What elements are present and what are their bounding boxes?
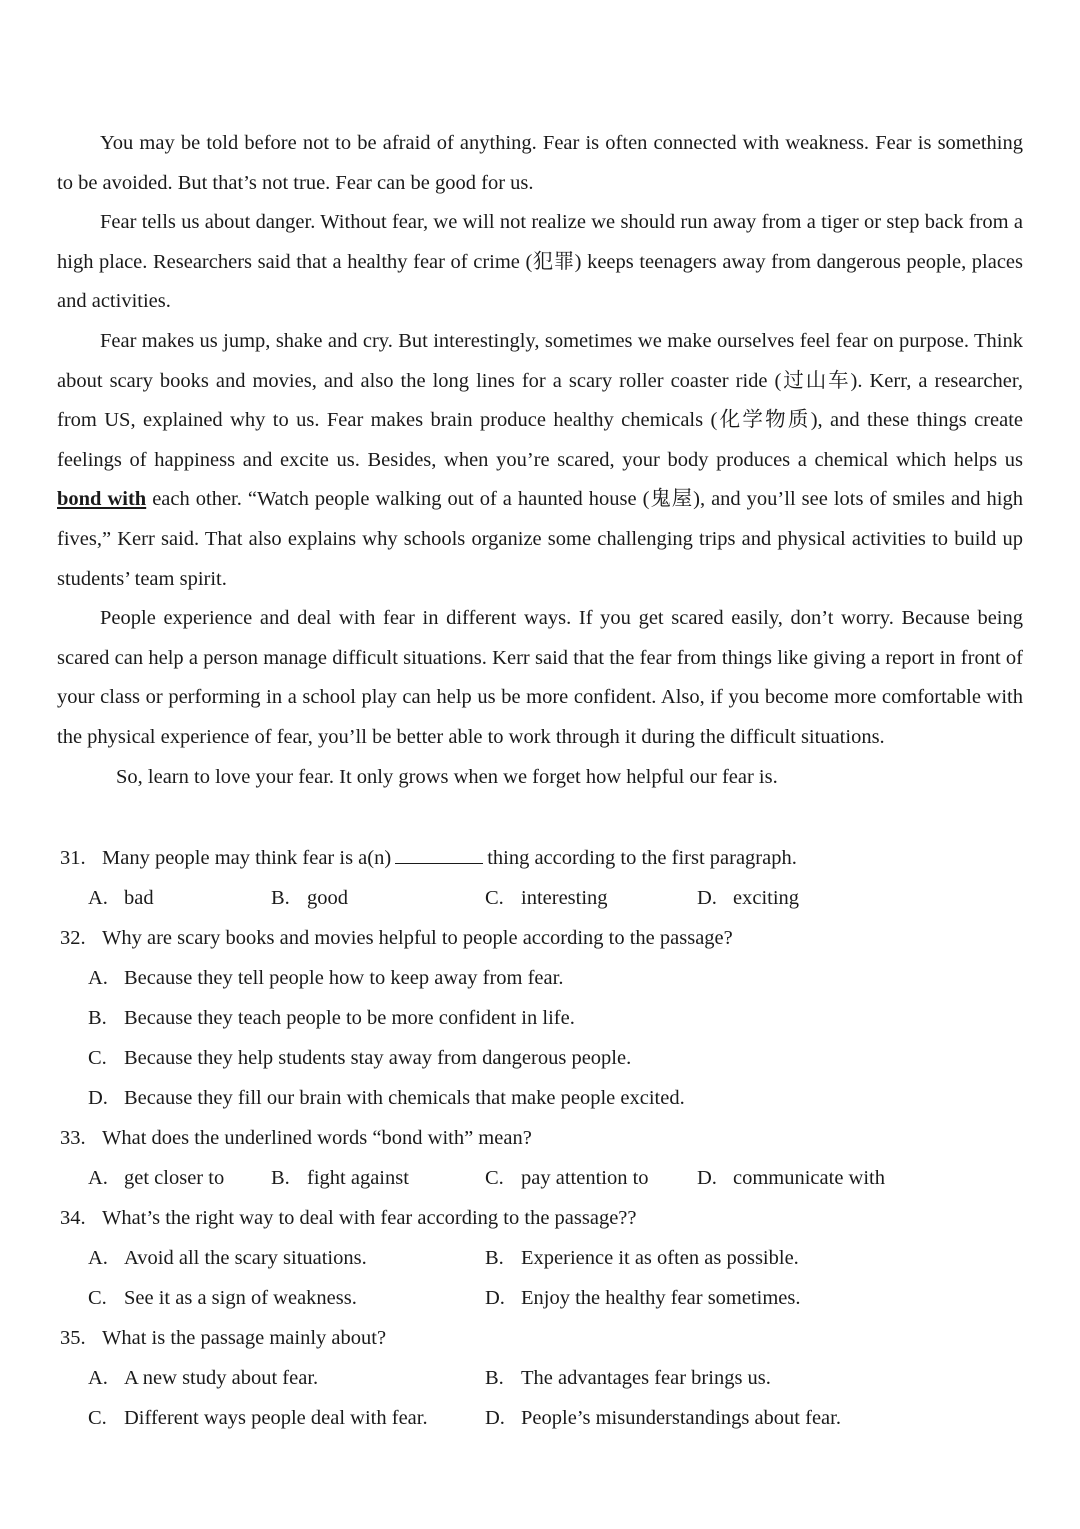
- options-row: [60, 1158, 1020, 1198]
- option-b[interactable]: B. Because they teach people to be more confident in life.: [88, 1007, 575, 1029]
- passage-paragraph-4: People experience and deal with fear in different ways. If you get scared easily, don’t worry. Because being scared can help a person manage difficult situations. Kerr said that the fear from things like giving a report in front of your class or performing in a school play can help us be more confident. Also, if you become more comfortable with the physical experience of fear, you’ll be better able to work through it during the difficult situations.: [57, 607, 1023, 748]
- option-c[interactable]: C. Because they help students stay away from dangerous people.: [88, 1047, 632, 1069]
- option-b[interactable]: B. The advantages fear brings us.: [485, 1367, 771, 1389]
- question-number: 35.: [60, 1327, 86, 1349]
- passage-paragraph-2: Fear tells us about danger. Without fear, we will not realize we should run away from a tiger or step back from a high place. Researchers said that a healthy fear of crime (犯罪) keeps teenagers away from dangerous people, places and activities.: [57, 211, 1023, 313]
- question-stem: What is the passage mainly about?: [102, 1327, 387, 1349]
- options-row: [60, 1358, 1020, 1398]
- option-c[interactable]: C. interesting: [485, 887, 608, 909]
- question-list: [60, 838, 1020, 1438]
- option-b[interactable]: B. Experience it as often as possible.: [485, 1247, 799, 1269]
- question-number: 31.: [60, 847, 86, 869]
- option-a[interactable]: A. bad: [88, 887, 154, 909]
- passage-paragraph-5: So, learn to love your fear. It only grows when we forget how helpful our fear is.: [116, 765, 778, 788]
- option-a[interactable]: A. A new study about fear.: [88, 1367, 319, 1389]
- option-d[interactable]: D. Because they fill our brain with chemicals that make people excited.: [88, 1087, 685, 1109]
- option-b[interactable]: B. fight against: [271, 1167, 409, 1189]
- option-d[interactable]: D. exciting: [697, 887, 800, 909]
- passage-paragraph-3: [57, 322, 1023, 599]
- question-stem-after: thing according to the first paragraph.: [487, 847, 797, 869]
- options-row: [60, 1238, 1020, 1278]
- option-c[interactable]: C. Different ways people deal with fear.: [88, 1407, 428, 1429]
- question-number: 33.: [60, 1127, 86, 1149]
- paragraph-3-text-after: each other. “Watch people walking out of a haunted house (鬼屋), and you’ll see lots of smiles and high fives,” Kerr said. That also explains why schools organize some challenging trips and physical activities to build up students’ team spirit.: [57, 488, 1023, 590]
- question-stem: What does the underlined words “bond with” mean?: [102, 1127, 532, 1149]
- option-a[interactable]: A. get closer to: [88, 1167, 225, 1189]
- options-row: [60, 1078, 1020, 1118]
- question-stem: What’s the right way to deal with fear according to the passage??: [102, 1207, 637, 1229]
- underlined-phrase: bond with: [57, 488, 147, 511]
- option-c[interactable]: C. pay attention to: [485, 1167, 649, 1189]
- question-33: [60, 1118, 1020, 1158]
- option-d[interactable]: D. communicate with: [697, 1167, 885, 1189]
- options-row: [60, 1398, 1020, 1438]
- option-c[interactable]: C. See it as a sign of weakness.: [88, 1287, 357, 1309]
- options-row: [60, 878, 1020, 918]
- passage-paragraph-1: You may be told before not to be afraid of anything. Fear is often connected with weakness. Fear is something to be avoided. But that’s not true. Fear can be good for us.: [57, 132, 1023, 194]
- answer-blank[interactable]: [395, 841, 483, 864]
- question-31: [60, 838, 1020, 878]
- option-b[interactable]: B. good: [271, 887, 348, 909]
- reading-passage: [57, 124, 1023, 797]
- question-34: [60, 1198, 1020, 1238]
- paragraph-3-text-before: Fear makes us jump, shake and cry. But interestingly, sometimes we make ourselves feel fear on purpose. Think about scary books and movies, and also the long lines for a scary roller coaster ride (过山车). Kerr, a researcher, from US, explained why to us. Fear makes brain produce healthy chemicals (化学物质), and these things create feelings of happiness and excite us. Besides, when you’re scared, your body produces a chemical which helps us: [57, 329, 1023, 471]
- question-number: 32.: [60, 927, 86, 949]
- question-35: [60, 1318, 1020, 1358]
- options-row: [60, 998, 1020, 1038]
- option-a[interactable]: A. Avoid all the scary situations.: [88, 1247, 367, 1269]
- question-stem-before: Many people may think fear is a(n): [102, 847, 392, 869]
- option-a[interactable]: A. Because they tell people how to keep away from fear.: [88, 967, 564, 989]
- options-row: [60, 1038, 1020, 1078]
- options-row: [60, 958, 1020, 998]
- question-32: [60, 918, 1020, 958]
- option-d[interactable]: D. Enjoy the healthy fear sometimes.: [485, 1287, 801, 1309]
- options-row: [60, 1278, 1020, 1318]
- question-number: 34.: [60, 1207, 86, 1229]
- option-d[interactable]: D. People’s misunderstandings about fear.: [485, 1407, 841, 1429]
- question-stem: Why are scary books and movies helpful to people according to the passage?: [102, 927, 733, 949]
